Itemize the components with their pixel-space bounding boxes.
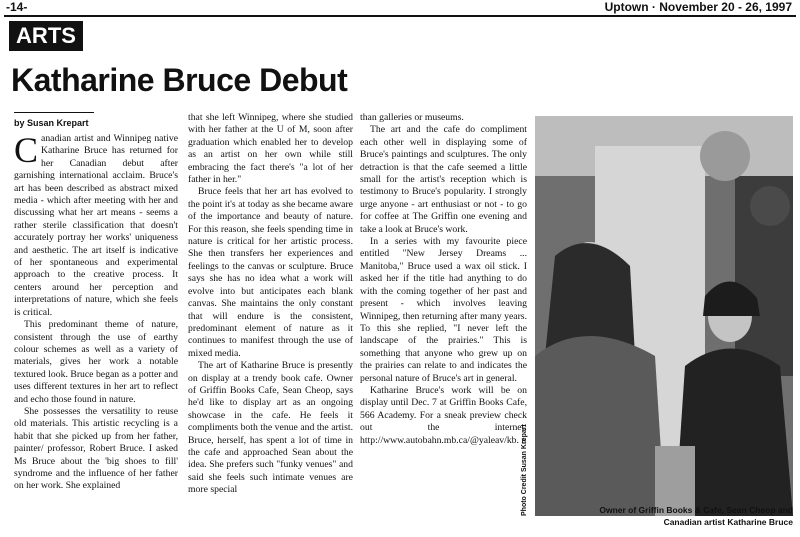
article-column-3	[360, 112, 527, 447]
page-header	[0, 0, 800, 16]
photo-credit: Photo Credit Susan Krepart	[521, 424, 528, 516]
article-paragraph: that she left Winnipeg, where she studied with her father at the U of M, soon after graduation which enabled her to develop as an artist on her own while still embracing the fact there's "a lot of her father in her."	[188, 112, 353, 186]
article-paragraph: She possesses the versatility to reuse old materials. This artistic recycling is a habit that she picked up from her father, painter/ professor, Robert Bruce. I asked Ms Bruce about the 'big shoes to fill' syndrome and the influence of her father on her work. She explained	[14, 405, 178, 492]
headline: Katharine Bruce Debut	[11, 62, 348, 98]
article-paragraph: Canadian artist and Winnipeg native Katharine Bruce has returned for her Canadian debut after garnishing international acclaim. Bruce's art has been described as abstract mixed media - which after meeting with her and discussing what her art means - seems a rather sterile classification that doesn't accurately portray her works' uniqueness and aesthetic. The art itself is indicative of her spontaneous and experimental approach to the creative process. It centers around her perception and interpretations of nature, which she feels is critical.	[14, 130, 178, 318]
article-paragraph: The art of Katharine Bruce is presently on display at a trendy book cafe. Owner of Griffin Books Cafe, Sean Cheop, says he'd like to display art as an ongoing showcase in the cafe. He feels it compliments both the venue and the artist. Bruce, herself, has spent a lot of time in the cafe and approached Sean about the idea. She prefers such "funky venues" and said she feels such intimate venues are more special	[188, 360, 353, 496]
byline: by Susan Krepart	[14, 118, 89, 128]
photo-caption: Owner of Griffin Books & Cafe, Sean Cheop and Canadian artist Katharine Bruce	[599, 505, 793, 527]
article-paragraph: than galleries or museums.	[360, 112, 464, 123]
header-rule	[4, 15, 796, 17]
photo-image	[535, 116, 793, 516]
article-paragraph: Bruce feels that her art has evolved to the point it's at today as she became aware of the importance and beauty of nature. For this reason, she feels spending time in nature is critical for her artistic process. She then transfers her experiences and feelings to the canvas or sculpture. Bruce says she has no idea what a work will evolve into but anticipates each blank canvas. She maintains the only constant that will endure is the consistent, predominant element of nature as it continues to manifest through the use of mixed media.	[188, 186, 353, 359]
article-paragraph: Katharine Bruce's work will be on display until Dec. 7 at Griffin Books Cafe, 566 Academy. For a sneak preview check out the internet: http://www.autobahn.mb.ca/@yaleav/kb. n	[360, 384, 527, 446]
drop-cap: C	[14, 130, 39, 170]
page-number: -14-	[6, 0, 28, 14]
article-paragraph: In a series with my favourite piece entitled "New Jersey Dreams ... Manitoba," Bruce used a wax oil stick. I asked her if the title had anything to do with the coming together of her past and present - which involves leaving Winnipeg, then returning after many years. To this she replied, "I never left the landscape of the prairies." This is something that anyone who grew up on the prairies can relate to and indicates the personal nature of Bruce's art in general.	[360, 236, 527, 384]
article-photo	[535, 116, 793, 516]
article-paragraph: This predominant theme of nature, consistent through the use of earthy colour schemes as well as a variety of materials, gives her work a notable textured look. Bruce began as a potter and uses different textures in her art to reflect and echo those found in nature.	[14, 319, 178, 405]
article-paragraph: The art and the cafe do compliment each other well in displaying some of Bruce's paintings and sculptures. The only detraction is that the cafe seemed a little small for the artist's reception which is testimony to Bruce's popularity. I strongly urge anyone - art enthusiast or not - to go for coffee at The Griffin one evening and take a look at Bruce's work.	[360, 124, 527, 235]
byline-rule	[14, 112, 94, 113]
section-label: ARTS	[9, 21, 83, 51]
article-column-2	[188, 112, 353, 497]
issue-date: Uptown · November 20 - 26, 1997	[604, 0, 792, 14]
article-column-1	[14, 130, 178, 493]
